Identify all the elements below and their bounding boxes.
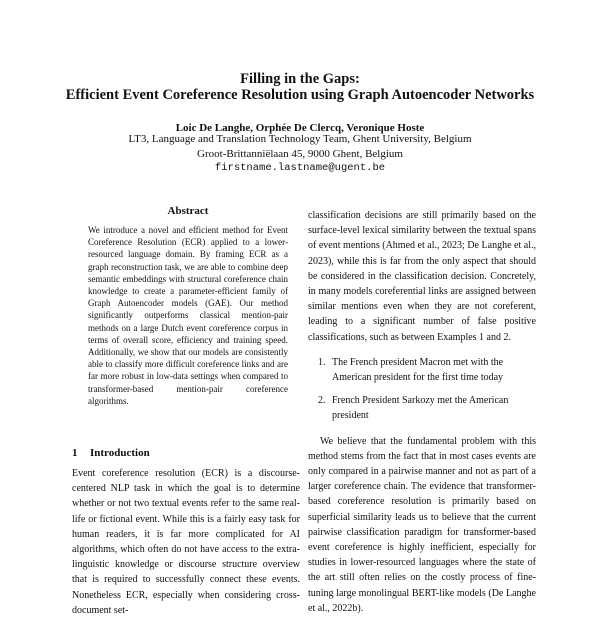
paper-title-line2: Efficient Event Coreference Resolution using Graph Autoencoder Networks [65,87,535,103]
abstract-text: We introduce a novel and efficient method for Event Coreference Resolution (ECR) applied to a lower-resourced language domain. By framing ECR as a graph reconstruction task, we are able to combine deep semantic embeddings with structural coreference chain knowledge to create a parameter-efficient family of Graph Autoencoder models (GAE). Our method significantly outperforms classical mention-pair methods on a large Dutch event coreference corpus in terms of overall score, efficiency and training speed. Additionally, we show that our models are consistently able to classify more difficult coreference links and are far more robust in low-data settings when compared to transformer-based mention-pair coreference algorithms. [88,225,288,406]
section-number: 1 [72,447,78,459]
example-number: 2. [318,395,326,407]
example-item [308,355,536,385]
affiliation-line2: Groot-Brittanniëlaan 45, 9000 Ghent, Belgium [197,148,403,160]
section-title: Introduction [90,447,150,459]
example-text: The French president Macron met with the American president for the first time today [332,356,504,384]
affiliation-line1: LT3, Language and Translation Technology Team, Ghent University, Belgium [128,133,472,145]
example-item [308,393,536,423]
paper-title-line1: Filling in the Gaps: [240,71,360,87]
section-heading-introduction [72,447,150,459]
example-list [308,355,536,424]
author-email: firstname.lastname@ugent.be [214,162,386,174]
example-number: 1. [318,356,326,368]
abstract-heading: Abstract [167,205,209,217]
affiliation [0,132,600,162]
right-column [308,208,536,616]
authors: Loic De Langhe, Orphée De Clercq, Veronique Hoste [175,122,425,134]
example-text: French President Sarkozy met the American president [332,395,509,422]
introduction-text: Event coreference resolution (ECR) is a discourse-centered NLP task in which the goal is to determine whether or not two textual events refer to the same real-life or fictional event. While this is a fairly easy task for human readers, it is far more complicated for AI algorithms, which often do not have access to the extra-linguistic knowledge or discourse structure overview that is required to successfully connect these events. Nonetheless ECR, especially when considering cross-document set- [72,468,300,616]
right-paragraph-2: We believe that the fundamental problem with this method stems from the fact that in most cases events are only compared in a pairwise manner and not as part of a larger coreference chain. The evidence that transformer-based coreference resolution is primarily based on superficial similarity leads us to believe that the current pairwise classification paradigm for transformer-based event coreference is highly inefficient, especially for studies in lower-resourced languages where the state of the art still often relies on the costly process of fine-tuning large monolingual BERT-like models (De Langhe et al., 2022b). [308,435,536,614]
right-paragraph-1: classification decisions are still primarily based on the surface-level lexical similarity between the textual spans of event mentions (Ahmed et al., 2023; De Langhe et al., 2023), while this is far from the only aspect that should be considered in the classification decision. Concretely, in many models coreferential links are assigned between similar mentions even when they are not coreferent, leading to a significant number of false positive classifications, such as between Examples 1 and 2. [308,210,536,343]
